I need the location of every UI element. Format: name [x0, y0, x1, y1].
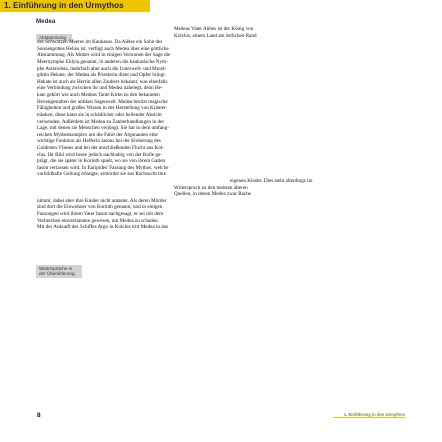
- text-line: Mit der Ankunft des Schiffes Argo in Kolchis tritt Medea in das: [37, 224, 169, 231]
- text-line: sind dort die Einwohner von Korinth genannt, und in einigen: [37, 204, 163, 211]
- text-line: Fassungen wird ihrem Vater Iason nachgesagt, er sei mit dem: [37, 211, 164, 218]
- text-line: Meernymphe Eidyia genannt, in anderen die kaukasische Nym-: [37, 59, 168, 66]
- text-line: Iason verlassen wird. In Euripides' Fassung des Mythos, welche: [37, 164, 169, 171]
- text-line: göttin Hekate, der Medea als Priesterin dient und Opfer bringt.: [37, 72, 166, 79]
- text-line: reichen Mythenkomplex um die Fahrt der Argonauten eine: [37, 131, 158, 138]
- text-line: Quellen, in denen Medea zwar Rache: [174, 191, 252, 198]
- page-number: 8: [37, 412, 41, 419]
- text-line: Kolchis, einem Land am östlichen Rand: [174, 32, 257, 39]
- text-line: nimmt, dabei aber ihre Kinder nicht antastet. Als deren Mörder: [37, 197, 167, 204]
- text-line: Medeas Vater Aiëtes ist der König von: [174, 26, 254, 32]
- text-line: kate gehört wie auch Medeas Tante Kirke zu den bekannten: [37, 92, 160, 99]
- chapter-header-bar: [0, 0, 150, 12]
- text-line: chis. Ihr Bild wird heute jedoch nachhaltig von der Rolle ge-: [37, 151, 162, 158]
- text-line: Hexengestalten der antiken Sagenwelt. Medea besitzt magische: [37, 98, 168, 105]
- text-line: tränken; diese kann sie in schädlicher oder heilender Absicht: [37, 111, 162, 118]
- text-line: verwenden. Außerdem ist Medea zu Zauberhandlungen in der: [37, 118, 165, 125]
- margin-note-widersprueche: Widersprüche in der Überlieferung: [36, 265, 82, 278]
- footer-accent-bar: [333, 417, 405, 418]
- text-line: des Schwarzen Meeres im Kaukasus. Da Aiëtes ein Sohn des: [37, 39, 163, 46]
- text-line: phe Asterodeia, mehrfach aber auch die Unterwelt- und Mond-: [37, 65, 167, 72]
- text-line: wichtige Funktion als Helferin Iasons bei der Eroberung des: [37, 138, 161, 145]
- text-line: Goldenen Vlieses und bei der anschließenden Flucht aus Kol-: [37, 144, 164, 151]
- text-line: eine Verbindung zwischen ihr und Medea nahelegt, denn He-: [37, 85, 163, 92]
- text-line: prägt, die sie später in Korinth spielt, wo sie von ihrem Gatten: [37, 158, 166, 165]
- text-line: vorbildhafte Geltung erlangte, ermordet sie aus Rachsucht ihre: [37, 171, 167, 178]
- text-line: Fähigkeiten und großes Wissen in der Herstellung von Kräuter-: [37, 105, 168, 112]
- text-line: Abstammung. Als Mutter wird in einigen Versionen der Sage die: [37, 52, 171, 59]
- chapter-title: 1. Einführung in den Urmythos: [4, 1, 124, 10]
- text-line: eigenen Kinder. Dies steht allerdings im: [230, 178, 313, 185]
- text-line: Verbrechen einverstanden gewesen, um Medea zu schaden.: [37, 217, 159, 224]
- text-line: Widerspruch zu den meisten älteren: [174, 184, 248, 191]
- text-line: Sonnengottes Helios ist, verfügt auch Medea über eine göttliche: [37, 45, 169, 52]
- margin-note-abstammung: Abstammung: [36, 34, 72, 41]
- text-line: Lage, mit denen sie Menschen verjüngt. Sie hat in dem umfang-: [37, 125, 169, 132]
- text-line: Hekate ist auch als Herrin allen Zaubers bekannt, was ebenfalls: [37, 78, 168, 85]
- body-text: [37, 26, 404, 231]
- section-title: Medea: [36, 18, 56, 25]
- footer-running-title: 1. Einführung in den Urmythos: [343, 412, 405, 417]
